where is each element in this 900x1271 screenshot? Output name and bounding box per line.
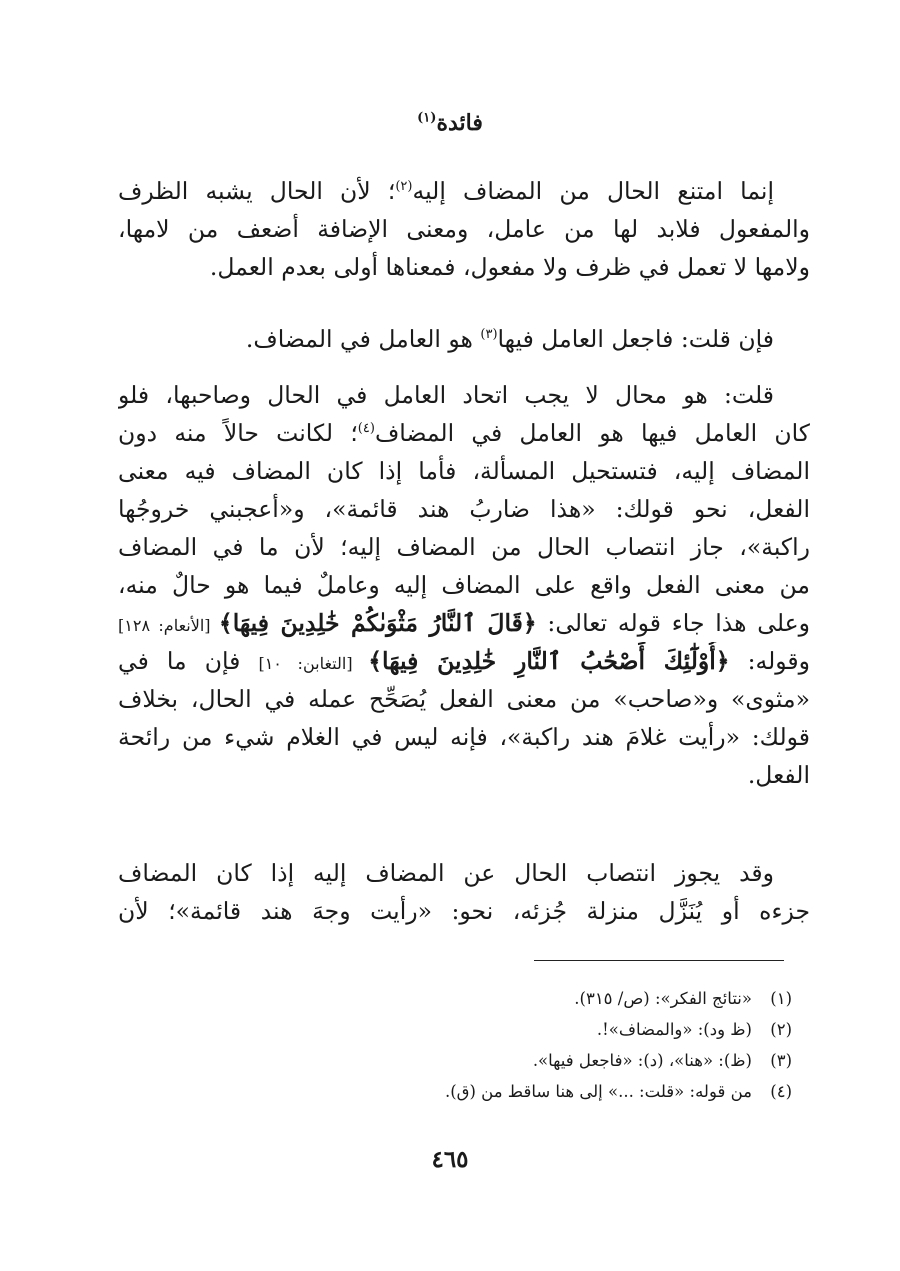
verse-citation: [الأنعام: ١٢٨] (118, 616, 219, 635)
paragraph-2 (118, 320, 810, 358)
page-title (0, 108, 900, 138)
quran-verse: ﴿قَالَ ٱلنَّارُ مَثْوَىٰكُمْ خَٰلِدِينَ فِيهَا﴾ (218, 609, 537, 637)
text-line: إنما امتنع الحال من المضاف إليه$^{(٢)}$؛ لأن الحال يشبه الظرف (118, 177, 774, 205)
text-line: وعلى هذا جاء قوله تعالى: ﴿قَالَ ٱلنَّارُ مَثْوَىٰكُمْ خَٰلِدِينَ فِيهَا﴾ [الأنعام: ١٢٨] (118, 609, 810, 637)
footnote-ref-2: (٢) (395, 179, 413, 195)
text-line: الفعل، نحو قولك: «هذا ضاربُ هند قائمة»، و«أعجبني خروجُها (118, 495, 810, 523)
text-line: جزءه أو يُنَزَّل منزلة جُزئه، نحو: «رأيت وجهَ هند قائمة»؛ لأن (118, 897, 810, 925)
footnote-ref-4: (٤) (357, 421, 375, 437)
footnote-divider (534, 960, 784, 961)
text-line: قولك: «رأيت غلامَ هند راكبة»، فإنه ليس في الغلام شيء من رائحة (118, 723, 810, 751)
verse-citation: [التغابن: ١٠] (258, 654, 369, 673)
page-number: ٤٦٥ (431, 1146, 469, 1173)
text-line: فإن قلت: فاجعل العامل فيها$^{(٣)}$ هو العامل في المضاف. (245, 325, 774, 353)
footnote-ref-1: (١) (417, 110, 437, 126)
text-line: وقوله: ﴿أُوْلَٰٓئِكَ أَصْحَٰبُ ٱلنَّارِ خَٰلِدِينَ فِيهَا﴾ [التغابن: ١٠] فإن ما في (118, 647, 810, 675)
text-line: ولامها لا تعمل في ظرف ولا مفعول، فمعناها أولى بعدم العمل. (209, 253, 810, 281)
text-line: وقد يجوز انتصاب الحال عن المضاف إليه إذا كان المضاف (118, 859, 774, 887)
footnote: (٢)(ظ ود): «والمضاف»!. (596, 1020, 792, 1039)
text-line: والمفعول فلابد لها من عامل، ومعنى الإضافة أضعف من لامها، (118, 215, 810, 243)
footnotes (118, 983, 792, 1107)
footnote: (٣)(ظ): «هنا»، (د): «فاجعل فيها». (532, 1051, 792, 1070)
text-line: الفعل. (747, 761, 810, 789)
text-line: كان العامل فيها هو العامل في المضاف$^{(٤)}$؛ لكانت حالاً منه دون (118, 419, 810, 447)
text-line: المضاف إليه، فتستحيل المسألة، فأما إذا كان المضاف فيه معنى (118, 457, 810, 485)
paragraph-3 (118, 376, 810, 794)
footnote: (١)«نتائج الفكر»: (ص/ ٣١٥). (574, 989, 792, 1008)
text-line: من معنى الفعل واقع على المضاف إليه وعاملٌ فيما هو حالٌ منه، (118, 571, 810, 599)
paragraph-4 (118, 854, 810, 930)
title-text: فائدة (436, 110, 483, 136)
footnote-ref-3: (٣) (480, 327, 498, 343)
text-line: قلت: هو محال لا يجب اتحاد العامل في الحال وصاحبها، فلو (118, 381, 774, 409)
footnote: (٤)من قوله: «قلت: ...» إلى هنا ساقط من (ق). (444, 1082, 792, 1101)
quran-verse: ﴿أُوْلَٰٓئِكَ أَصْحَٰبُ ٱلنَّارِ خَٰلِدِينَ فِيهَا﴾ (368, 647, 730, 675)
paragraph-1 (118, 172, 810, 286)
text-line: «مثوى» و«صاحب» من معنى الفعل يُصَحِّح عمله في الحال، بخلاف (118, 685, 810, 713)
text-line: راكبة»، جاز انتصاب الحال من المضاف إليه؛ لأن ما في المضاف (118, 533, 810, 561)
